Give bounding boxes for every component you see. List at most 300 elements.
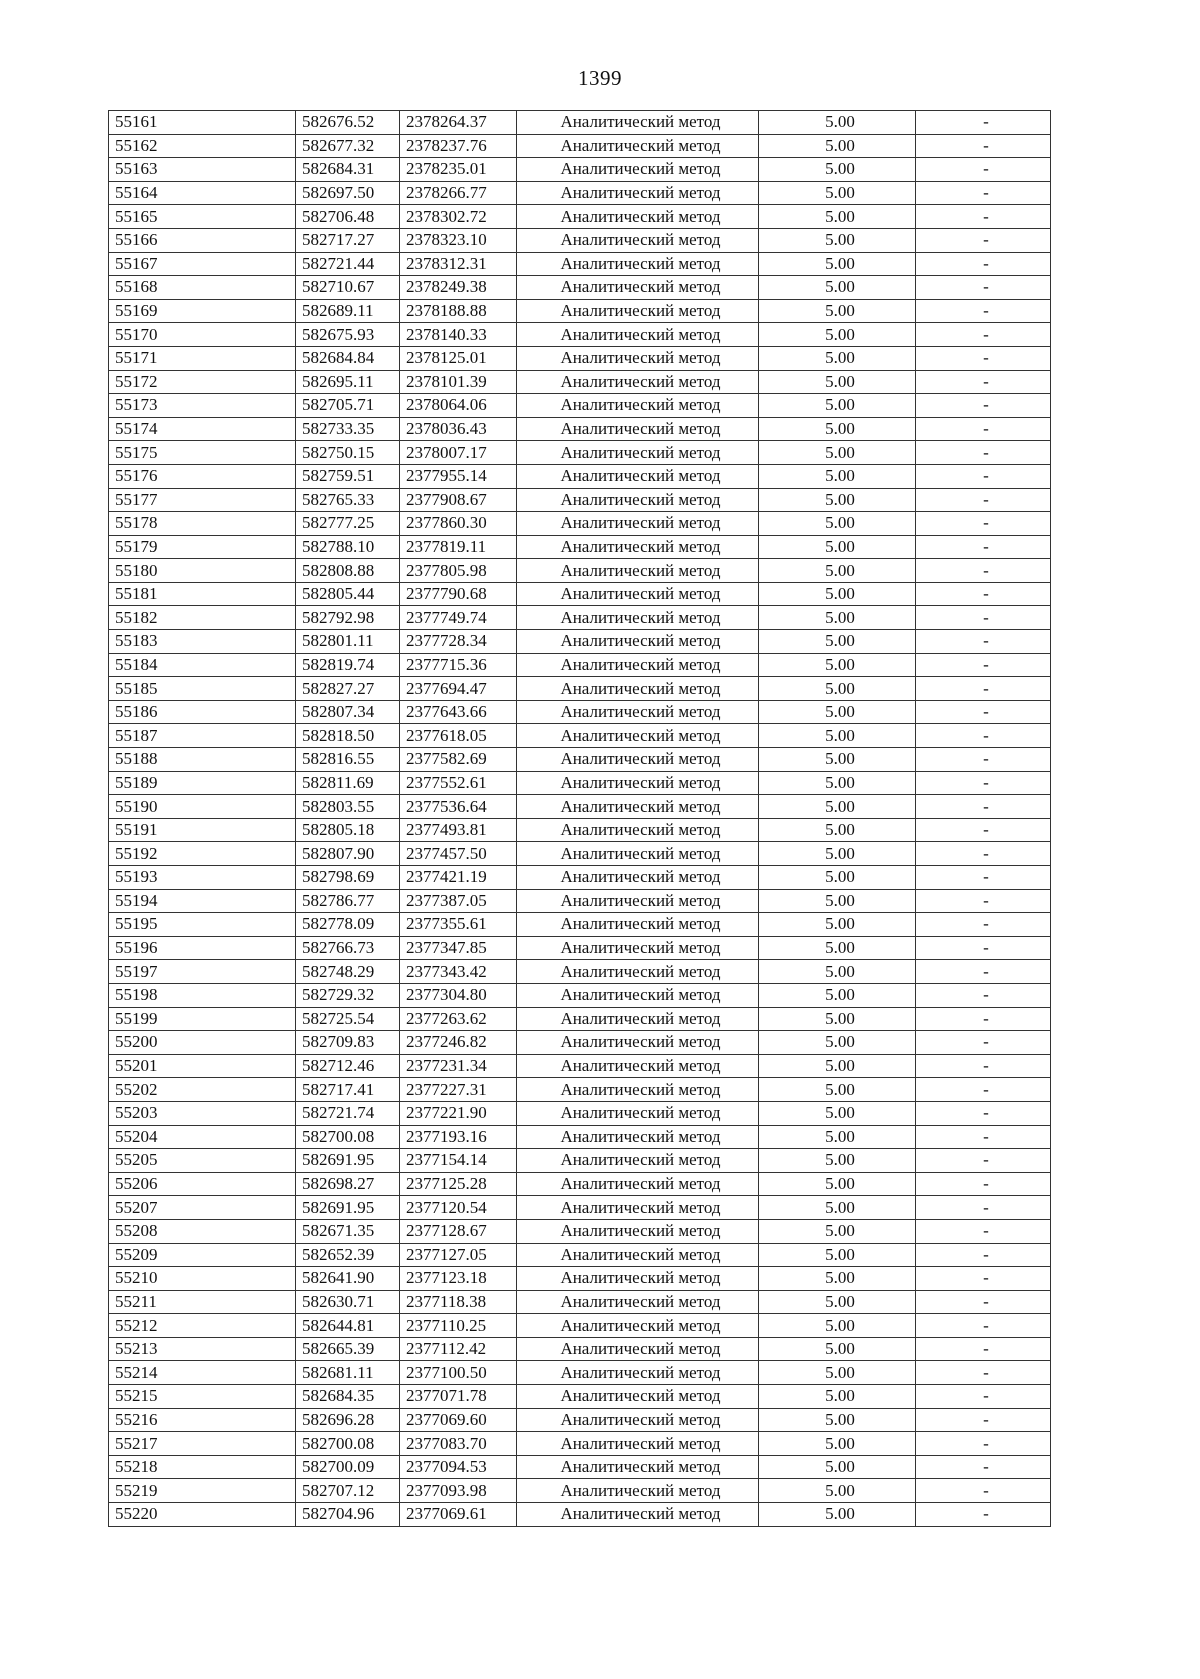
x-coordinate-cell: 582700.08 [296, 1125, 400, 1149]
x-coordinate-cell: 582704.96 [296, 1503, 400, 1527]
x-coordinate-cell: 582729.32 [296, 983, 400, 1007]
point-id-cell: 55213 [109, 1337, 296, 1361]
y-coordinate-cell: 2377094.53 [400, 1455, 517, 1479]
point-id-cell: 55179 [109, 535, 296, 559]
x-coordinate-cell: 582706.48 [296, 205, 400, 229]
point-id-cell: 55219 [109, 1479, 296, 1503]
note-cell: - [916, 512, 1051, 536]
accuracy-cell: 5.00 [759, 983, 916, 1007]
x-coordinate-cell: 582630.71 [296, 1290, 400, 1314]
method-cell: Аналитический метод [517, 818, 759, 842]
method-cell: Аналитический метод [517, 630, 759, 654]
table-row [109, 1455, 1051, 1479]
y-coordinate-cell: 2377227.31 [400, 1078, 517, 1102]
method-cell: Аналитический метод [517, 582, 759, 606]
note-cell: - [916, 1267, 1051, 1291]
note-cell: - [916, 441, 1051, 465]
note-cell: - [916, 582, 1051, 606]
table-row [109, 252, 1051, 276]
note-cell: - [916, 1172, 1051, 1196]
accuracy-cell: 5.00 [759, 630, 916, 654]
y-coordinate-cell: 2377304.80 [400, 983, 517, 1007]
point-id-cell: 55218 [109, 1455, 296, 1479]
method-cell: Аналитический метод [517, 1054, 759, 1078]
y-coordinate-cell: 2377112.42 [400, 1337, 517, 1361]
x-coordinate-cell: 582684.31 [296, 158, 400, 182]
method-cell: Аналитический метод [517, 677, 759, 701]
point-id-cell: 55194 [109, 889, 296, 913]
y-coordinate-cell: 2377154.14 [400, 1149, 517, 1173]
method-cell: Аналитический метод [517, 1455, 759, 1479]
method-cell: Аналитический метод [517, 299, 759, 323]
accuracy-cell: 5.00 [759, 1172, 916, 1196]
y-coordinate-cell: 2377083.70 [400, 1432, 517, 1456]
note-cell: - [916, 866, 1051, 890]
table-row [109, 134, 1051, 158]
note-cell: - [916, 299, 1051, 323]
y-coordinate-cell: 2377343.42 [400, 960, 517, 984]
y-coordinate-cell: 2377715.36 [400, 653, 517, 677]
x-coordinate-cell: 582684.84 [296, 346, 400, 370]
y-coordinate-cell: 2378323.10 [400, 228, 517, 252]
accuracy-cell: 5.00 [759, 1361, 916, 1385]
y-coordinate-cell: 2377128.67 [400, 1219, 517, 1243]
point-id-cell: 55211 [109, 1290, 296, 1314]
y-coordinate-cell: 2377643.66 [400, 700, 517, 724]
accuracy-cell: 5.00 [759, 417, 916, 441]
accuracy-cell: 5.00 [759, 889, 916, 913]
accuracy-cell: 5.00 [759, 1267, 916, 1291]
accuracy-cell: 5.00 [759, 559, 916, 583]
point-id-cell: 55187 [109, 724, 296, 748]
method-cell: Аналитический метод [517, 700, 759, 724]
method-cell: Аналитический метод [517, 346, 759, 370]
x-coordinate-cell: 582705.71 [296, 394, 400, 418]
note-cell: - [916, 1101, 1051, 1125]
table-row [109, 700, 1051, 724]
method-cell: Аналитический метод [517, 181, 759, 205]
x-coordinate-cell: 582710.67 [296, 276, 400, 300]
y-coordinate-cell: 2377123.18 [400, 1267, 517, 1291]
accuracy-cell: 5.00 [759, 960, 916, 984]
table-row [109, 866, 1051, 890]
method-cell: Аналитический метод [517, 1149, 759, 1173]
method-cell: Аналитический метод [517, 134, 759, 158]
accuracy-cell: 5.00 [759, 158, 916, 182]
page-number: 1399 [578, 66, 622, 90]
method-cell: Аналитический метод [517, 252, 759, 276]
accuracy-cell: 5.00 [759, 1031, 916, 1055]
note-cell: - [916, 488, 1051, 512]
note-cell: - [916, 889, 1051, 913]
method-cell: Аналитический метод [517, 983, 759, 1007]
accuracy-cell: 5.00 [759, 276, 916, 300]
point-id-cell: 55192 [109, 842, 296, 866]
y-coordinate-cell: 2377069.60 [400, 1408, 517, 1432]
x-coordinate-cell: 582805.18 [296, 818, 400, 842]
method-cell: Аналитический метод [517, 1314, 759, 1338]
method-cell: Аналитический метод [517, 394, 759, 418]
table-row [109, 842, 1051, 866]
accuracy-cell: 5.00 [759, 535, 916, 559]
x-coordinate-cell: 582698.27 [296, 1172, 400, 1196]
point-id-cell: 55197 [109, 960, 296, 984]
x-coordinate-cell: 582798.69 [296, 866, 400, 890]
x-coordinate-cell: 582733.35 [296, 417, 400, 441]
table-row [109, 630, 1051, 654]
note-cell: - [916, 1149, 1051, 1173]
note-cell: - [916, 1361, 1051, 1385]
method-cell: Аналитический метод [517, 1361, 759, 1385]
y-coordinate-cell: 2377694.47 [400, 677, 517, 701]
table-row [109, 394, 1051, 418]
point-id-cell: 55215 [109, 1385, 296, 1409]
point-id-cell: 55181 [109, 582, 296, 606]
accuracy-cell: 5.00 [759, 441, 916, 465]
table-row [109, 795, 1051, 819]
point-id-cell: 55177 [109, 488, 296, 512]
y-coordinate-cell: 2377536.64 [400, 795, 517, 819]
table-body [109, 111, 1051, 1527]
note-cell: - [916, 134, 1051, 158]
x-coordinate-cell: 582697.50 [296, 181, 400, 205]
accuracy-cell: 5.00 [759, 346, 916, 370]
accuracy-cell: 5.00 [759, 677, 916, 701]
accuracy-cell: 5.00 [759, 700, 916, 724]
y-coordinate-cell: 2378235.01 [400, 158, 517, 182]
accuracy-cell: 5.00 [759, 1125, 916, 1149]
method-cell: Аналитический метод [517, 1479, 759, 1503]
x-coordinate-cell: 582681.11 [296, 1361, 400, 1385]
table-row [109, 582, 1051, 606]
y-coordinate-cell: 2377749.74 [400, 606, 517, 630]
y-coordinate-cell: 2377231.34 [400, 1054, 517, 1078]
y-coordinate-cell: 2378312.31 [400, 252, 517, 276]
note-cell: - [916, 181, 1051, 205]
x-coordinate-cell: 582707.12 [296, 1479, 400, 1503]
method-cell: Аналитический метод [517, 158, 759, 182]
method-cell: Аналитический метод [517, 889, 759, 913]
point-id-cell: 55216 [109, 1408, 296, 1432]
accuracy-cell: 5.00 [759, 1078, 916, 1102]
table-row [109, 1219, 1051, 1243]
x-coordinate-cell: 582759.51 [296, 464, 400, 488]
accuracy-cell: 5.00 [759, 606, 916, 630]
table-row [109, 158, 1051, 182]
accuracy-cell: 5.00 [759, 1479, 916, 1503]
point-id-cell: 55198 [109, 983, 296, 1007]
method-cell: Аналитический метод [517, 1337, 759, 1361]
method-cell: Аналитический метод [517, 606, 759, 630]
point-id-cell: 55189 [109, 771, 296, 795]
method-cell: Аналитический метод [517, 771, 759, 795]
point-id-cell: 55173 [109, 394, 296, 418]
note-cell: - [916, 653, 1051, 677]
note-cell: - [916, 1337, 1051, 1361]
accuracy-cell: 5.00 [759, 1219, 916, 1243]
method-cell: Аналитический метод [517, 228, 759, 252]
method-cell: Аналитический метод [517, 1408, 759, 1432]
table-row [109, 512, 1051, 536]
x-coordinate-cell: 582677.32 [296, 134, 400, 158]
x-coordinate-cell: 582652.39 [296, 1243, 400, 1267]
x-coordinate-cell: 582712.46 [296, 1054, 400, 1078]
note-cell: - [916, 464, 1051, 488]
x-coordinate-cell: 582696.28 [296, 1408, 400, 1432]
table-row [109, 535, 1051, 559]
accuracy-cell: 5.00 [759, 488, 916, 512]
note-cell: - [916, 1314, 1051, 1338]
y-coordinate-cell: 2377805.98 [400, 559, 517, 583]
accuracy-cell: 5.00 [759, 1054, 916, 1078]
x-coordinate-cell: 582786.77 [296, 889, 400, 913]
accuracy-cell: 5.00 [759, 252, 916, 276]
table-row [109, 488, 1051, 512]
note-cell: - [916, 936, 1051, 960]
y-coordinate-cell: 2377100.50 [400, 1361, 517, 1385]
accuracy-cell: 5.00 [759, 1101, 916, 1125]
point-id-cell: 55183 [109, 630, 296, 654]
y-coordinate-cell: 2377790.68 [400, 582, 517, 606]
y-coordinate-cell: 2377819.11 [400, 535, 517, 559]
table-row [109, 889, 1051, 913]
x-coordinate-cell: 582695.11 [296, 370, 400, 394]
point-id-cell: 55199 [109, 1007, 296, 1031]
point-id-cell: 55207 [109, 1196, 296, 1220]
note-cell: - [916, 1031, 1051, 1055]
note-cell: - [916, 1243, 1051, 1267]
table-row [109, 464, 1051, 488]
table-row [109, 1314, 1051, 1338]
point-id-cell: 55205 [109, 1149, 296, 1173]
accuracy-cell: 5.00 [759, 1290, 916, 1314]
point-id-cell: 55208 [109, 1219, 296, 1243]
accuracy-cell: 5.00 [759, 228, 916, 252]
note-cell: - [916, 276, 1051, 300]
x-coordinate-cell: 582675.93 [296, 323, 400, 347]
y-coordinate-cell: 2377347.85 [400, 936, 517, 960]
point-id-cell: 55214 [109, 1361, 296, 1385]
y-coordinate-cell: 2377069.61 [400, 1503, 517, 1527]
method-cell: Аналитический метод [517, 559, 759, 583]
x-coordinate-cell: 582808.88 [296, 559, 400, 583]
y-coordinate-cell: 2377193.16 [400, 1125, 517, 1149]
table-row [109, 983, 1051, 1007]
table-row [109, 1243, 1051, 1267]
method-cell: Аналитический метод [517, 1290, 759, 1314]
method-cell: Аналитический метод [517, 111, 759, 135]
point-id-cell: 55191 [109, 818, 296, 842]
method-cell: Аналитический метод [517, 1267, 759, 1291]
y-coordinate-cell: 2378266.77 [400, 181, 517, 205]
point-id-cell: 55220 [109, 1503, 296, 1527]
table-row [109, 228, 1051, 252]
point-id-cell: 55174 [109, 417, 296, 441]
y-coordinate-cell: 2377421.19 [400, 866, 517, 890]
table-row [109, 1408, 1051, 1432]
accuracy-cell: 5.00 [759, 205, 916, 229]
y-coordinate-cell: 2378064.06 [400, 394, 517, 418]
point-id-cell: 55204 [109, 1125, 296, 1149]
method-cell: Аналитический метод [517, 205, 759, 229]
y-coordinate-cell: 2378125.01 [400, 346, 517, 370]
note-cell: - [916, 1385, 1051, 1409]
accuracy-cell: 5.00 [759, 134, 916, 158]
y-coordinate-cell: 2377120.54 [400, 1196, 517, 1220]
table-row [109, 1172, 1051, 1196]
note-cell: - [916, 1479, 1051, 1503]
method-cell: Аналитический метод [517, 1125, 759, 1149]
y-coordinate-cell: 2377125.28 [400, 1172, 517, 1196]
note-cell: - [916, 913, 1051, 937]
x-coordinate-cell: 582750.15 [296, 441, 400, 465]
note-cell: - [916, 1432, 1051, 1456]
table-row [109, 417, 1051, 441]
method-cell: Аналитический метод [517, 653, 759, 677]
point-id-cell: 55162 [109, 134, 296, 158]
method-cell: Аналитический метод [517, 370, 759, 394]
x-coordinate-cell: 582700.08 [296, 1432, 400, 1456]
table-row [109, 1125, 1051, 1149]
accuracy-cell: 5.00 [759, 111, 916, 135]
y-coordinate-cell: 2377493.81 [400, 818, 517, 842]
method-cell: Аналитический метод [517, 913, 759, 937]
method-cell: Аналитический метод [517, 464, 759, 488]
method-cell: Аналитический метод [517, 488, 759, 512]
point-id-cell: 55182 [109, 606, 296, 630]
accuracy-cell: 5.00 [759, 818, 916, 842]
note-cell: - [916, 795, 1051, 819]
accuracy-cell: 5.00 [759, 936, 916, 960]
x-coordinate-cell: 582717.41 [296, 1078, 400, 1102]
table-row [109, 606, 1051, 630]
point-id-cell: 55203 [109, 1101, 296, 1125]
x-coordinate-cell: 582689.11 [296, 299, 400, 323]
method-cell: Аналитический метод [517, 748, 759, 772]
method-cell: Аналитический метод [517, 1078, 759, 1102]
y-coordinate-cell: 2378007.17 [400, 441, 517, 465]
note-cell: - [916, 111, 1051, 135]
method-cell: Аналитический метод [517, 1031, 759, 1055]
method-cell: Аналитический метод [517, 441, 759, 465]
point-id-cell: 55184 [109, 653, 296, 677]
table-row [109, 346, 1051, 370]
method-cell: Аналитический метод [517, 866, 759, 890]
table-row [109, 1007, 1051, 1031]
method-cell: Аналитический метод [517, 936, 759, 960]
y-coordinate-cell: 2378302.72 [400, 205, 517, 229]
point-id-cell: 55185 [109, 677, 296, 701]
accuracy-cell: 5.00 [759, 1149, 916, 1173]
x-coordinate-cell: 582665.39 [296, 1337, 400, 1361]
note-cell: - [916, 252, 1051, 276]
method-cell: Аналитический метод [517, 512, 759, 536]
table-row [109, 653, 1051, 677]
accuracy-cell: 5.00 [759, 866, 916, 890]
table-row [109, 276, 1051, 300]
method-cell: Аналитический метод [517, 1503, 759, 1527]
point-id-cell: 55171 [109, 346, 296, 370]
accuracy-cell: 5.00 [759, 1007, 916, 1031]
x-coordinate-cell: 582709.83 [296, 1031, 400, 1055]
table-row [109, 748, 1051, 772]
accuracy-cell: 5.00 [759, 724, 916, 748]
method-cell: Аналитический метод [517, 1007, 759, 1031]
table-row [109, 1149, 1051, 1173]
point-id-cell: 55176 [109, 464, 296, 488]
x-coordinate-cell: 582807.34 [296, 700, 400, 724]
y-coordinate-cell: 2378036.43 [400, 417, 517, 441]
note-cell: - [916, 1054, 1051, 1078]
table-row [109, 323, 1051, 347]
x-coordinate-cell: 582788.10 [296, 535, 400, 559]
method-cell: Аналитический метод [517, 535, 759, 559]
note-cell: - [916, 559, 1051, 583]
note-cell: - [916, 158, 1051, 182]
note-cell: - [916, 700, 1051, 724]
note-cell: - [916, 228, 1051, 252]
y-coordinate-cell: 2377860.30 [400, 512, 517, 536]
accuracy-cell: 5.00 [759, 299, 916, 323]
note-cell: - [916, 370, 1051, 394]
method-cell: Аналитический метод [517, 1219, 759, 1243]
accuracy-cell: 5.00 [759, 394, 916, 418]
y-coordinate-cell: 2378237.76 [400, 134, 517, 158]
point-id-cell: 55167 [109, 252, 296, 276]
x-coordinate-cell: 582827.27 [296, 677, 400, 701]
note-cell: - [916, 983, 1051, 1007]
y-coordinate-cell: 2378249.38 [400, 276, 517, 300]
x-coordinate-cell: 582691.95 [296, 1149, 400, 1173]
x-coordinate-cell: 582691.95 [296, 1196, 400, 1220]
point-id-cell: 55190 [109, 795, 296, 819]
x-coordinate-cell: 582805.44 [296, 582, 400, 606]
method-cell: Аналитический метод [517, 276, 759, 300]
accuracy-cell: 5.00 [759, 1503, 916, 1527]
point-id-cell: 55210 [109, 1267, 296, 1291]
table-row [109, 181, 1051, 205]
accuracy-cell: 5.00 [759, 1408, 916, 1432]
x-coordinate-cell: 582792.98 [296, 606, 400, 630]
accuracy-cell: 5.00 [759, 653, 916, 677]
table-row [109, 441, 1051, 465]
x-coordinate-cell: 582766.73 [296, 936, 400, 960]
x-coordinate-cell: 582807.90 [296, 842, 400, 866]
method-cell: Аналитический метод [517, 842, 759, 866]
x-coordinate-cell: 582644.81 [296, 1314, 400, 1338]
table-row [109, 1361, 1051, 1385]
table-row [109, 1385, 1051, 1409]
method-cell: Аналитический метод [517, 960, 759, 984]
y-coordinate-cell: 2377728.34 [400, 630, 517, 654]
table-row [109, 936, 1051, 960]
accuracy-cell: 5.00 [759, 181, 916, 205]
accuracy-cell: 5.00 [759, 795, 916, 819]
coordinates-table [108, 110, 1051, 1527]
table-row [109, 1337, 1051, 1361]
note-cell: - [916, 1503, 1051, 1527]
point-id-cell: 55166 [109, 228, 296, 252]
y-coordinate-cell: 2377118.38 [400, 1290, 517, 1314]
method-cell: Аналитический метод [517, 1385, 759, 1409]
table-row [109, 771, 1051, 795]
point-id-cell: 55168 [109, 276, 296, 300]
point-id-cell: 55175 [109, 441, 296, 465]
point-id-cell: 55169 [109, 299, 296, 323]
note-cell: - [916, 630, 1051, 654]
note-cell: - [916, 748, 1051, 772]
x-coordinate-cell: 582676.52 [296, 111, 400, 135]
